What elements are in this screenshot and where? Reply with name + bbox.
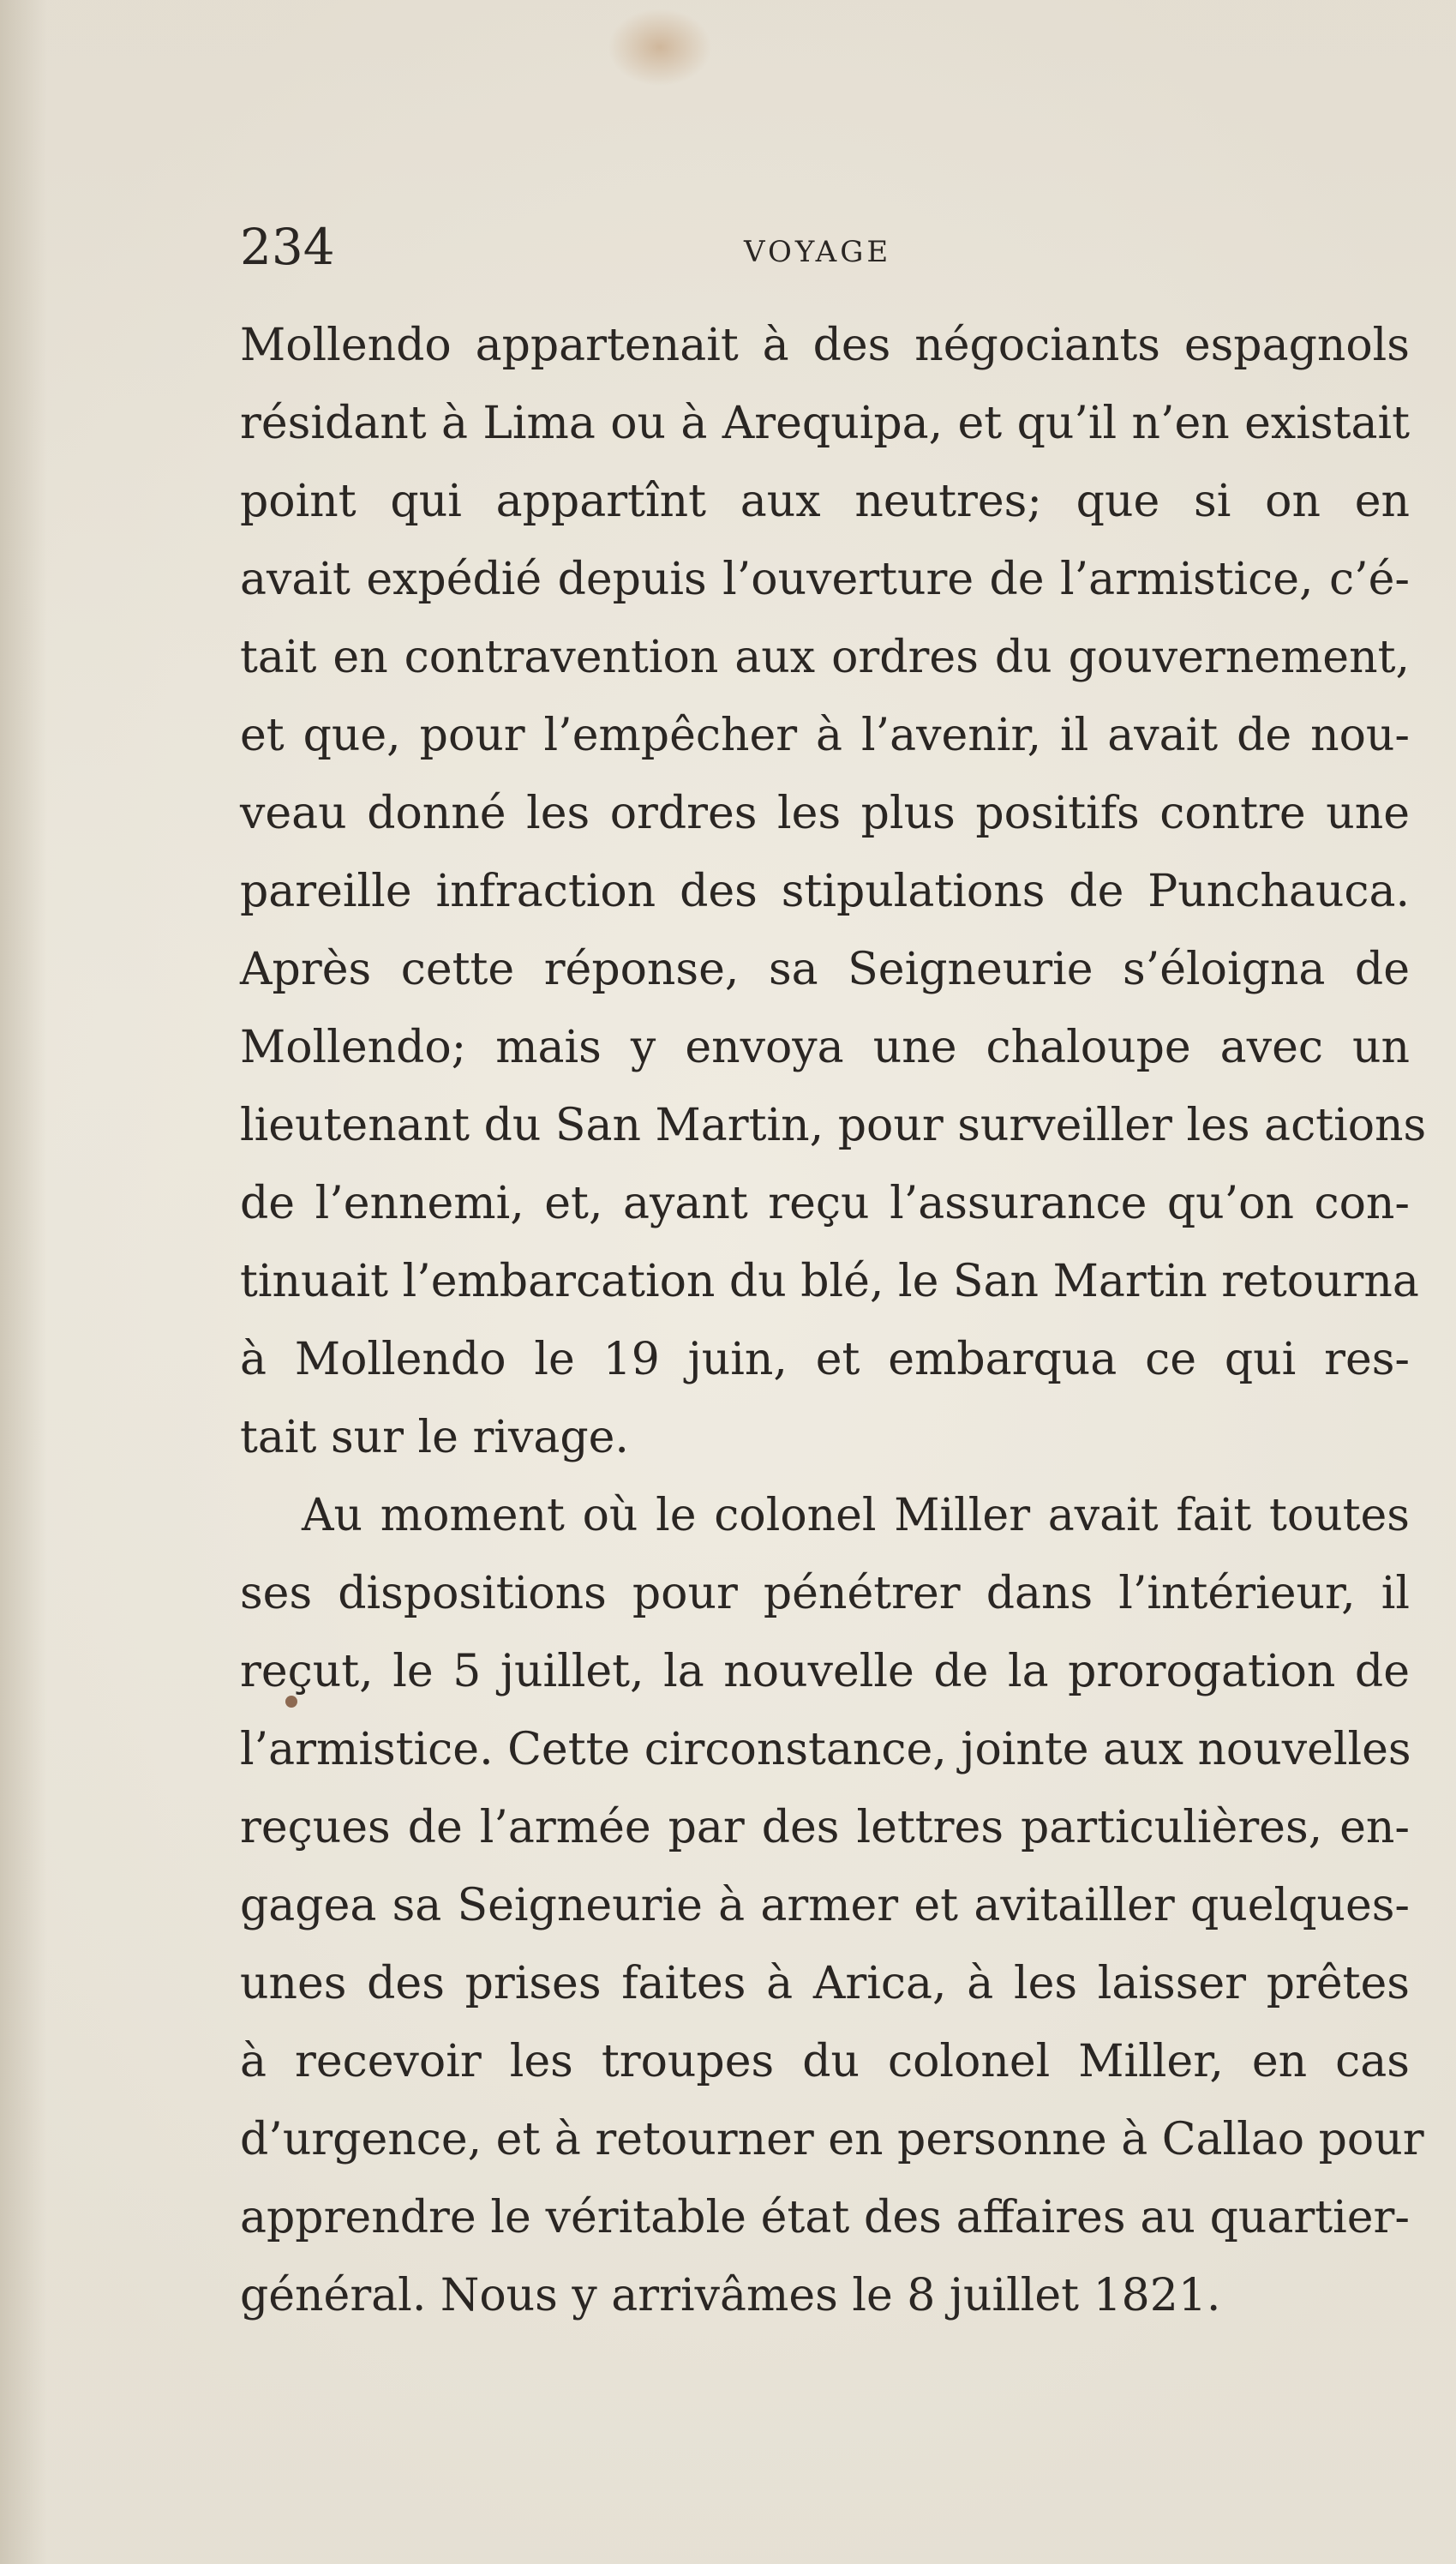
page-number: 234 bbox=[240, 218, 335, 276]
text-line: avait expédié depuis l’ouverture de l’armistice, c’é- bbox=[240, 554, 1410, 605]
text-line: résidant à Lima ou à Arequipa, et qu’il n’en existait bbox=[240, 398, 1410, 449]
text-line: reçut, le 5 juillet, la nouvelle de la prorogation de bbox=[240, 1646, 1410, 1697]
paragraph-last-line: général. Nous y arrivâmes le 8 juillet 1821. bbox=[240, 2270, 1221, 2321]
text-line: à recevoir les troupes du colonel Miller, en cas bbox=[240, 2036, 1410, 2087]
text-line: tinuait l’embarcation du blé, le San Martin retourna bbox=[240, 1256, 1419, 1307]
running-head: VOYAGE bbox=[744, 235, 892, 269]
text-line: apprendre le véritable état des affaires au quartier- bbox=[240, 2192, 1410, 2243]
text-line: à Mollendo le 19 juin, et embarqua ce qui res- bbox=[240, 1334, 1410, 1385]
page-edge-shadow bbox=[0, 0, 47, 2564]
text-line: gagea sa Seigneurie à armer et avitailler quelques- bbox=[240, 1880, 1410, 1931]
text-line: pareille infraction des stipulations de Punchauca. bbox=[240, 866, 1410, 917]
text-line: Après cette réponse, sa Seigneurie s’éloigna de bbox=[240, 944, 1410, 995]
body-text bbox=[240, 307, 1427, 2335]
text-line: unes des prises faites à Arica, à les laisser prêtes bbox=[240, 1958, 1410, 2009]
text-line: point qui appartînt aux neutres; que si on en bbox=[240, 476, 1410, 527]
text-line: ses dispositions pour pénétrer dans l’intérieur, il bbox=[240, 1568, 1410, 1619]
text-line: de l’ennemi, et, ayant reçu l’assurance qu’on con- bbox=[240, 1178, 1410, 1229]
text-line: veau donné les ordres les plus positifs contre une bbox=[240, 788, 1410, 839]
text-line: lieutenant du San Martin, pour surveiller les actions bbox=[240, 1100, 1427, 1151]
text-line: l’armistice. Cette circonstance, jointe aux nouvelles bbox=[240, 1724, 1411, 1775]
page-header bbox=[240, 218, 1410, 276]
paragraph-first-line: Au moment où le colonel Miller avait fait toutes bbox=[302, 1490, 1410, 1541]
text-line: tait en contravention aux ordres du gouvernement, bbox=[240, 632, 1410, 683]
paragraph-last-line: tait sur le rivage. bbox=[240, 1412, 629, 1463]
text-line: Mollendo appartenait à des négociants espagnols bbox=[240, 320, 1410, 371]
text-line: et que, pour l’empêcher à l’avenir, il avait de nou- bbox=[240, 710, 1410, 761]
text-line: Mollendo; mais y envoya une chaloupe avec un bbox=[240, 1022, 1410, 1073]
text-line: d’urgence, et à retourner en personne à Callao pour bbox=[240, 2114, 1424, 2165]
text-line: reçues de l’armée par des lettres particulières, en- bbox=[240, 1802, 1410, 1853]
